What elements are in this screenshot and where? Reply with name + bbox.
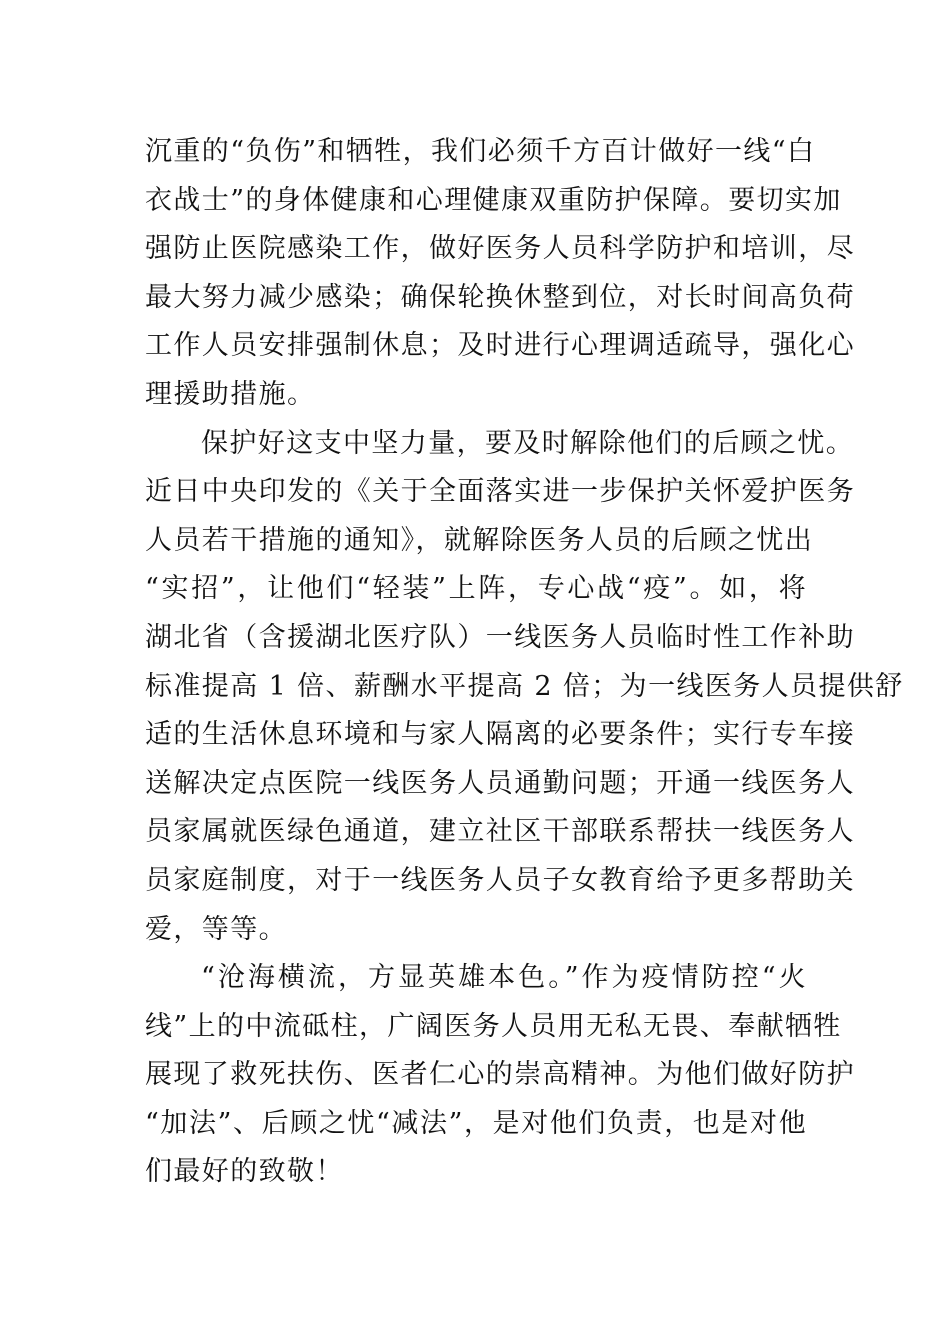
article-body — [145, 128, 904, 1197]
paragraph-1 — [145, 128, 855, 420]
text-line: 爱，等等。 — [145, 913, 287, 945]
text-line: 展现了救死扶伤、医者仁心的崇高精神。为他们做好防护 — [145, 1059, 855, 1091]
text-line: 送解决定点医院一线医务人员通勤问题；开通一线医务人 — [145, 767, 855, 799]
text-line: 强防止医院感染工作，做好医务人员科学防护和培训，尽 — [145, 233, 855, 265]
text-line: 湖北省（含援湖北医疗队）一线医务人员临时性工作补助 — [145, 621, 855, 653]
text-line: 员家庭制度，对于一线医务人员子女教育给予更多帮助关 — [145, 864, 855, 896]
text-line: 最大努力减少感染；确保轮换休整到位，对长时间高负荷 — [145, 281, 855, 313]
paragraph-3 — [145, 954, 855, 1197]
text-line: 线”上的中流砥柱，广阔医务人员用无私无畏、奉献牺牲 — [145, 1010, 842, 1042]
text-line: 适的生活休息环境和与家人隔离的必要条件；实行专车接 — [145, 719, 855, 751]
text-line: 工作人员安排强制休息；及时进行心理调适疏导，强化心 — [145, 330, 855, 362]
text-line: 沉重的“负伤”和牺牲，我们必须千方百计做好一线“白 — [145, 136, 816, 167]
text-line: 人员若干措施的通知》，就解除医务人员的后顾之忧出 — [145, 524, 814, 556]
text-line: “实招”，让他们“轻装”上阵，专心战“疫”。如，将 — [145, 573, 807, 605]
text-line: 保护好这支中坚力量，要及时解除他们的后顾之忧。 — [201, 427, 855, 459]
text-line: 理援助措施。 — [145, 378, 316, 410]
text-line: 们最好的致敬！ — [145, 1156, 344, 1188]
text-line: 标准提高 1 倍、薪酬水平提高 2 倍；为一线医务人员提供舒 — [145, 670, 904, 702]
text-line: 近日中央印发的《关于全面落实进一步保护关怀爱护医务 — [145, 476, 855, 508]
text-line: “加法”、后顾之忧“减法”，是对他们负责，也是对他 — [145, 1107, 807, 1139]
text-line: 衣战士”的身体健康和心理健康双重防护保障。要切实加 — [145, 184, 842, 216]
text-line: “沧海横流，方显英雄本色。”作为疫情防控“火 — [201, 962, 807, 994]
paragraph-2 — [145, 420, 904, 955]
text-line: 员家属就医绿色通道，建立社区干部联系帮扶一线医务人 — [145, 816, 855, 848]
